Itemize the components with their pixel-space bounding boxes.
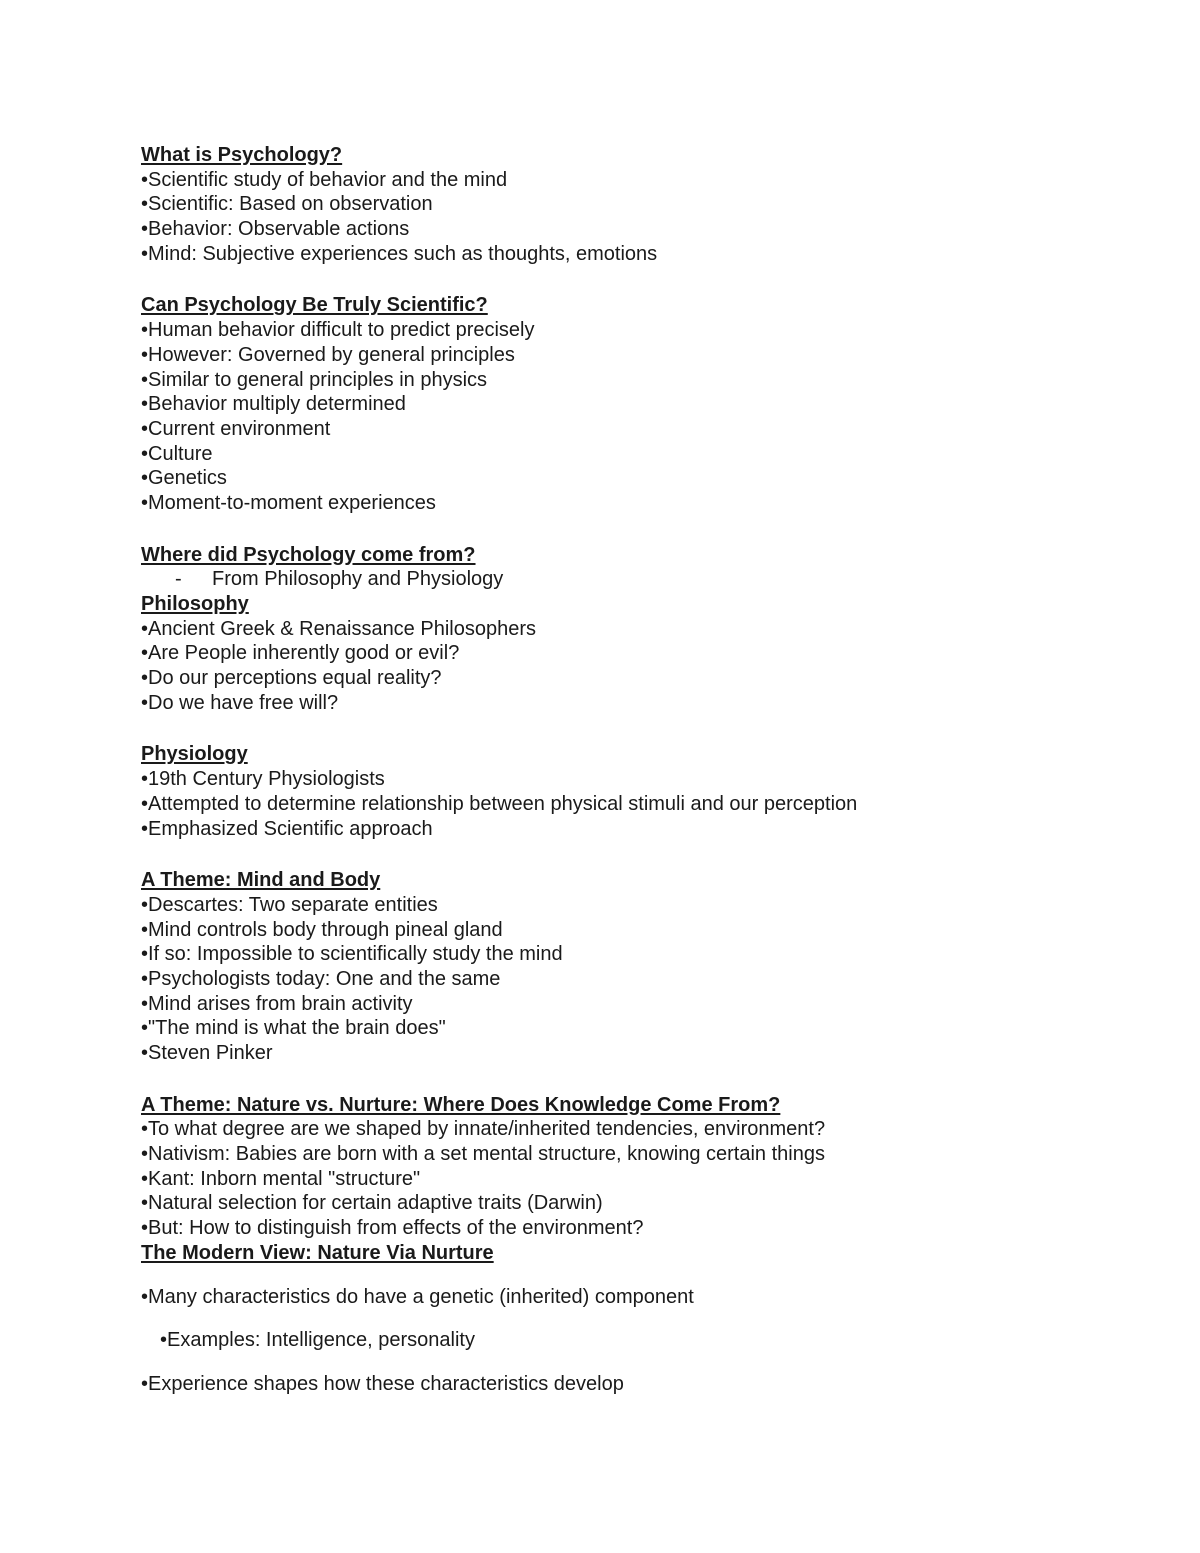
bullet-item: •Moment-to-moment experiences bbox=[141, 491, 436, 514]
section-heading: A Theme: Mind and Body bbox=[141, 869, 381, 892]
bullet-item: •Behavior multiply determined bbox=[141, 393, 406, 416]
bullet-item: •To what degree are we shaped by innate/inherited tendencies, environment? bbox=[141, 1118, 826, 1141]
bullet-item: •Attempted to determine relationship between physical stimuli and our perception bbox=[141, 792, 858, 815]
bullet-item: •Do our perceptions equal reality? bbox=[141, 667, 442, 690]
spacer bbox=[141, 1266, 1101, 1285]
bullet-item: •Natural selection for certain adaptive traits (Darwin) bbox=[141, 1192, 603, 1215]
bullet-item: •Culture bbox=[141, 442, 213, 465]
spacer bbox=[141, 1309, 1101, 1328]
bullet-item: •Genetics bbox=[141, 467, 227, 490]
dash-marker: - bbox=[175, 568, 182, 591]
bullet-item: •Psychologists today: One and the same bbox=[141, 967, 501, 990]
spacer bbox=[141, 516, 1101, 543]
bullet-item: •Scientific: Based on observation bbox=[141, 193, 433, 216]
spacer bbox=[141, 715, 1101, 742]
section-heading: A Theme: Nature vs. Nurture: Where Does Knowledge Come From? bbox=[141, 1093, 781, 1116]
bullet-item: •"The mind is what the brain does" bbox=[141, 1017, 446, 1040]
bullet-item: •Mind controls body through pineal gland bbox=[141, 918, 503, 941]
bullet-item: •Many characteristics do have a genetic (inherited) component bbox=[141, 1285, 694, 1308]
spacer bbox=[141, 266, 1101, 293]
bullet-item: •19th Century Physiologists bbox=[141, 768, 385, 791]
bullet-item-indented: •Examples: Intelligence, personality bbox=[160, 1329, 475, 1352]
section-heading: Where did Psychology come from? bbox=[141, 543, 476, 566]
document-body bbox=[141, 143, 1101, 1397]
spacer bbox=[141, 841, 1101, 868]
bullet-item: •Emphasized Scientific approach bbox=[141, 817, 433, 840]
dash-item bbox=[141, 567, 1101, 592]
subsection-heading: The Modern View: Nature Via Nurture bbox=[141, 1241, 494, 1264]
bullet-item: •Behavior: Observable actions bbox=[141, 218, 410, 241]
bullet-item: •Are People inherently good or evil? bbox=[141, 642, 460, 665]
bullet-item: •Similar to general principles in physics bbox=[141, 368, 488, 391]
dash-item-text: From Philosophy and Physiology bbox=[212, 568, 504, 591]
bullet-item: •Steven Pinker bbox=[141, 1042, 273, 1064]
bullet-item: •Ancient Greek & Renaissance Philosophers bbox=[141, 617, 536, 640]
bullet-item: •Mind arises from brain activity bbox=[141, 992, 413, 1015]
spacer bbox=[141, 1066, 1101, 1093]
bullet-item: •Current environment bbox=[141, 417, 331, 440]
section-heading: Physiology bbox=[141, 743, 248, 766]
bullet-item: •Human behavior difficult to predict precisely bbox=[141, 319, 535, 342]
spacer bbox=[141, 1353, 1101, 1372]
bullet-item: •Scientific study of behavior and the mind bbox=[141, 168, 508, 191]
bullet-item: •Descartes: Two separate entities bbox=[141, 893, 438, 916]
bullet-item: •Mind: Subjective experiences such as thoughts, emotions bbox=[141, 242, 658, 265]
section-heading: Can Psychology Be Truly Scientific? bbox=[141, 294, 488, 317]
section-heading: What is Psychology? bbox=[141, 144, 343, 166]
subsection-heading: Philosophy bbox=[141, 593, 249, 615]
bullet-item: •Experience shapes how these characteristics develop bbox=[141, 1372, 624, 1395]
bullet-item: •Do we have free will? bbox=[141, 691, 339, 714]
bullet-item: •But: How to distinguish from effects of the environment? bbox=[141, 1217, 644, 1240]
bullet-item: •If so: Impossible to scientifically study the mind bbox=[141, 943, 563, 966]
bullet-item: •Kant: Inborn mental "structure" bbox=[141, 1167, 421, 1190]
bullet-item: •Nativism: Babies are born with a set mental structure, knowing certain things bbox=[141, 1143, 825, 1166]
bullet-item: •However: Governed by general principles bbox=[141, 343, 515, 366]
